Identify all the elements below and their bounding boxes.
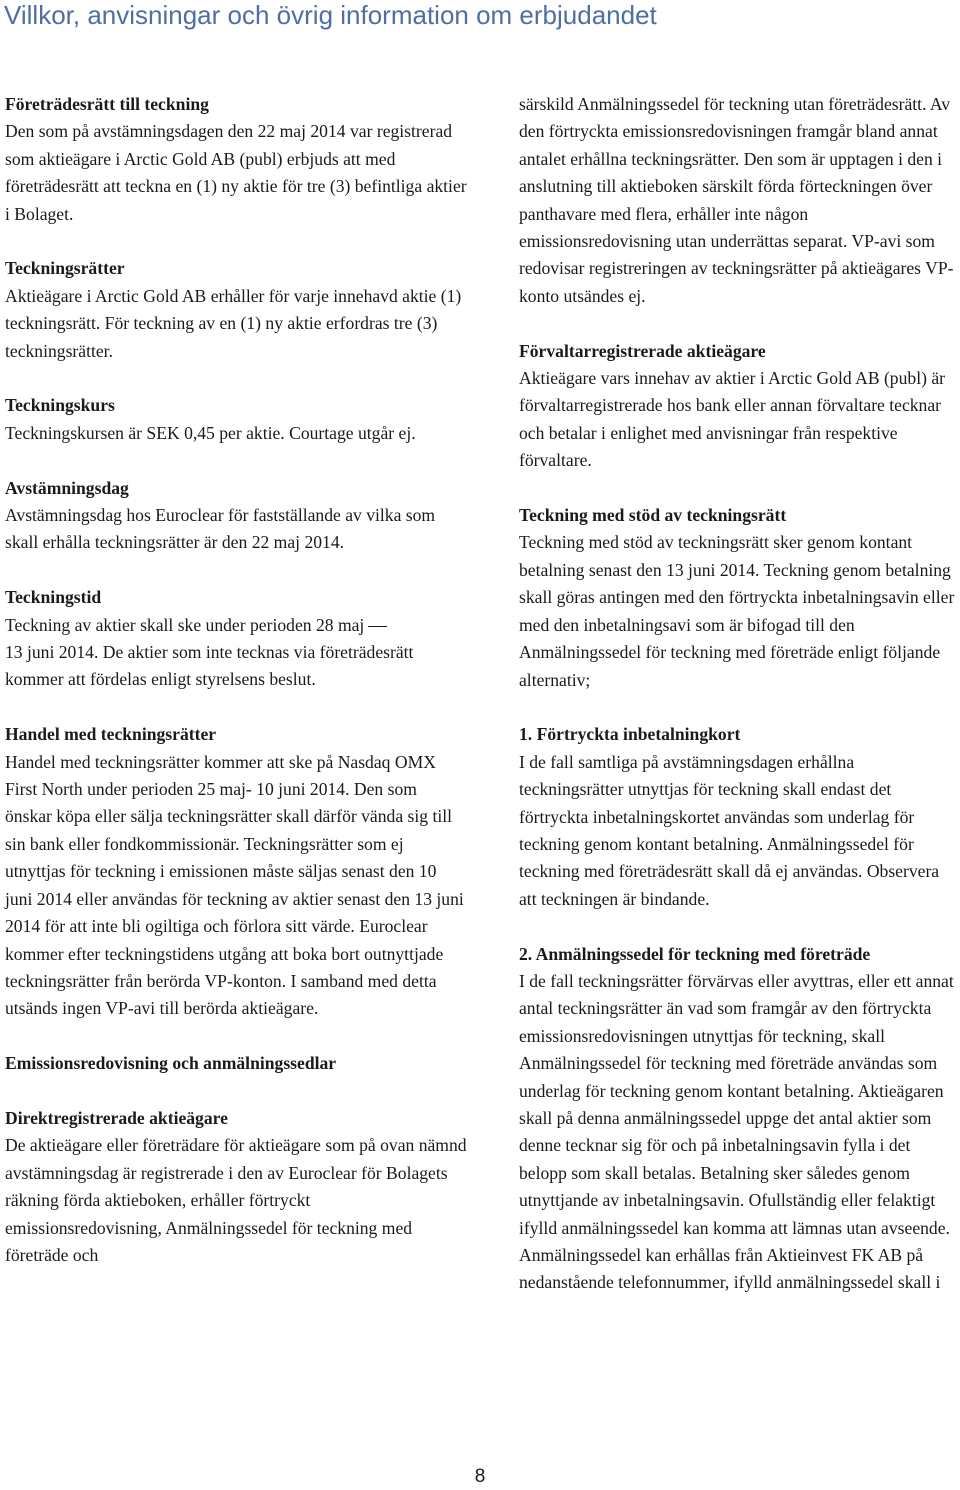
section-text: Avstämningsdag hos Euroclear för fastställande av vilka som skall erhålla teckningsrätter är den 22 maj 2014. bbox=[5, 505, 436, 553]
section-text: Aktieägare vars innehav av aktier i Arctic Gold AB (publ) är förvaltarregistrerade hos bank eller annan förvaltare tecknar och betalar i enlighet med anvisningar från respektive förvaltare. bbox=[519, 368, 946, 471]
section-text: Teckningskursen är SEK 0,45 per aktie. Courtage utgår ej. bbox=[5, 422, 416, 443]
section-heading: 1. Förtryckta inbetalningkort bbox=[519, 724, 741, 745]
section-text: I de fall samtliga på avstämningsdagen erhållna teckningsrätter utnyttjas för teckning skall endast det förtryckta inbetalningskortet användas som underlag för teckning genom kontant betalning. Anmälningssedel för teckning med företrädesrätt skall då ej användas. Observera att teckningen är bindande. bbox=[519, 751, 940, 909]
section-heading: Teckningstid bbox=[5, 587, 102, 608]
section-foretradesratt bbox=[5, 91, 467, 228]
section-line-text: Teckning av aktier skall ske under perioden 28 maj bbox=[5, 614, 365, 635]
section-text: Aktieägare i Arctic Gold AB erhåller för varje innehavd aktie (1) teckningsrätt. För teckning av en (1) ny aktie erfordras tre (3) teckningsrätter. bbox=[5, 285, 462, 361]
dash-separator bbox=[368, 626, 387, 627]
section-teckningskurs bbox=[5, 392, 467, 447]
section-heading: Avstämningsdag bbox=[5, 477, 129, 498]
section-heading: Teckning med stöd av teckningsrätt bbox=[519, 505, 787, 526]
section-alternativ-1 bbox=[519, 721, 959, 913]
section-text: De aktieägare eller företrädare för aktieägare som på ovan nämnd avstämningsdag är registrerade i den av Euroclear för Bolagets räkning förda aktieboken, erhåller förtryckt emissionsredovisning, Anmälningssedel för teckning med företräde och bbox=[5, 1135, 467, 1265]
section-heading: Teckningsrätter bbox=[5, 258, 125, 279]
right-column bbox=[519, 91, 959, 1324]
section-direktregistrerade bbox=[5, 1105, 467, 1269]
section-avstamningsdag bbox=[5, 475, 467, 557]
section-teckning-med-stod bbox=[519, 502, 959, 694]
section-emissionsredovisning bbox=[5, 1050, 467, 1077]
section-teckningsratter bbox=[5, 255, 467, 365]
section-heading: Teckningskurs bbox=[5, 395, 115, 416]
section-handel bbox=[5, 721, 467, 1022]
section-text: Den som på avstämningsdagen den 22 maj 2014 var registrerad som aktieägare i Arctic Gold AB (publ) erbjuds att med företrädesrätt att teckna en (1) ny aktie för tre (3) befintliga aktier i Bolaget. bbox=[5, 121, 467, 224]
page-number: 8 bbox=[474, 1466, 486, 1487]
section-line bbox=[5, 612, 467, 639]
section-text: Handel med teckningsrätter kommer att ske på Nasdaq OMX First North under perioden 25 maj- 10 juni 2014. Den som önskar köpa eller sälja teckningsrätter skall därför vända sig till sin bank eller fondkommissionär. Teckningsrätter som ej utnyttjas för teckning i emissionen måste säljas senast den 10 juni 2014 eller användas för teckning av aktier senast den 13 juni 2014 för att inte bli ogiltiga och förlora sitt värde. Euroclear kommer efter teckningstidens utgång att boka bort outnyttjade teckningsrätter från berörda VP-konton. I samband med detta utsänds ingen VP-avi till berörda aktieägare. bbox=[5, 751, 464, 1019]
section-text: särskild Anmälningssedel för teckning utan företrädesrätt. Av den förtryckta emissionsredovisningen framgår bland annat antalet erhållna teckningsrätter. Den som är upptagen i den i anslutning till aktieboken särskilt förda förteckningen över panthavare med flera, erhåller inte någon emissionsredovisning utan underrättas separat. VP-avi som redovisar registreringen av teckningsrätter på aktieägares VP-konto utsändes ej. bbox=[519, 94, 954, 306]
section-forvaltarregistrerade bbox=[519, 338, 959, 475]
page-title: Villkor, anvisningar och övrig information om erbjudandet bbox=[4, 0, 657, 30]
section-heading: 2. Anmälningssedel för teckning med företräde bbox=[519, 943, 871, 964]
section-text: I de fall teckningsrätter förvärvas eller avyttras, eller ett annat antal teckningsrätter än vad som framgår av den förtryckta emissionsredovisningen utnyttjas för teckning, skall Anmälningssedel för teckning med företräde användas som underlag för teckning genom kontant betalning. Aktieägaren skall på denna anmälningssedel uppge det antal aktier som denne tecknar sig för och på inbetalningsavin fylla i det belopp som skall betalas. Betalning sker således genom utnyttjande av inbetalningsavin. Ofullständig eller felaktigt ifylld anmälningssedel kan komma att lämnas utan avseende. Anmälningssedel kan erhållas från Aktieinvest FK AB på nedanstående telefonnummer, ifylld anmälningssedel skall i bbox=[519, 970, 954, 1293]
section-heading: Förvaltarregistrerade aktieägare bbox=[519, 340, 766, 361]
section-heading: Företrädesrätt till teckning bbox=[5, 94, 209, 114]
left-column bbox=[5, 91, 467, 1297]
section-heading: Handel med teckningsrätter bbox=[5, 724, 217, 745]
section-alternativ-2 bbox=[519, 941, 959, 1297]
section-heading: Direktregistrerade aktieägare bbox=[5, 1107, 228, 1128]
section-teckningstid bbox=[5, 584, 467, 694]
section-continued bbox=[519, 91, 959, 310]
section-text: 13 juni 2014. De aktier som inte tecknas via företrädesrätt kommer att fördelas enligt styrelsens beslut. bbox=[5, 642, 414, 690]
section-heading: Emissionsredovisning och anmälningssedlar bbox=[5, 1053, 337, 1074]
section-text: Teckning med stöd av teckningsrätt sker genom kontant betalning senast den 13 juni 2014. Teckning genom betalning skall göras antingen med den förtryckta inbetalningsavin eller med den inbetalningsavi som är bifogad till den Anmälningssedel för teckning med företräde enligt följande alternativ; bbox=[519, 532, 955, 690]
